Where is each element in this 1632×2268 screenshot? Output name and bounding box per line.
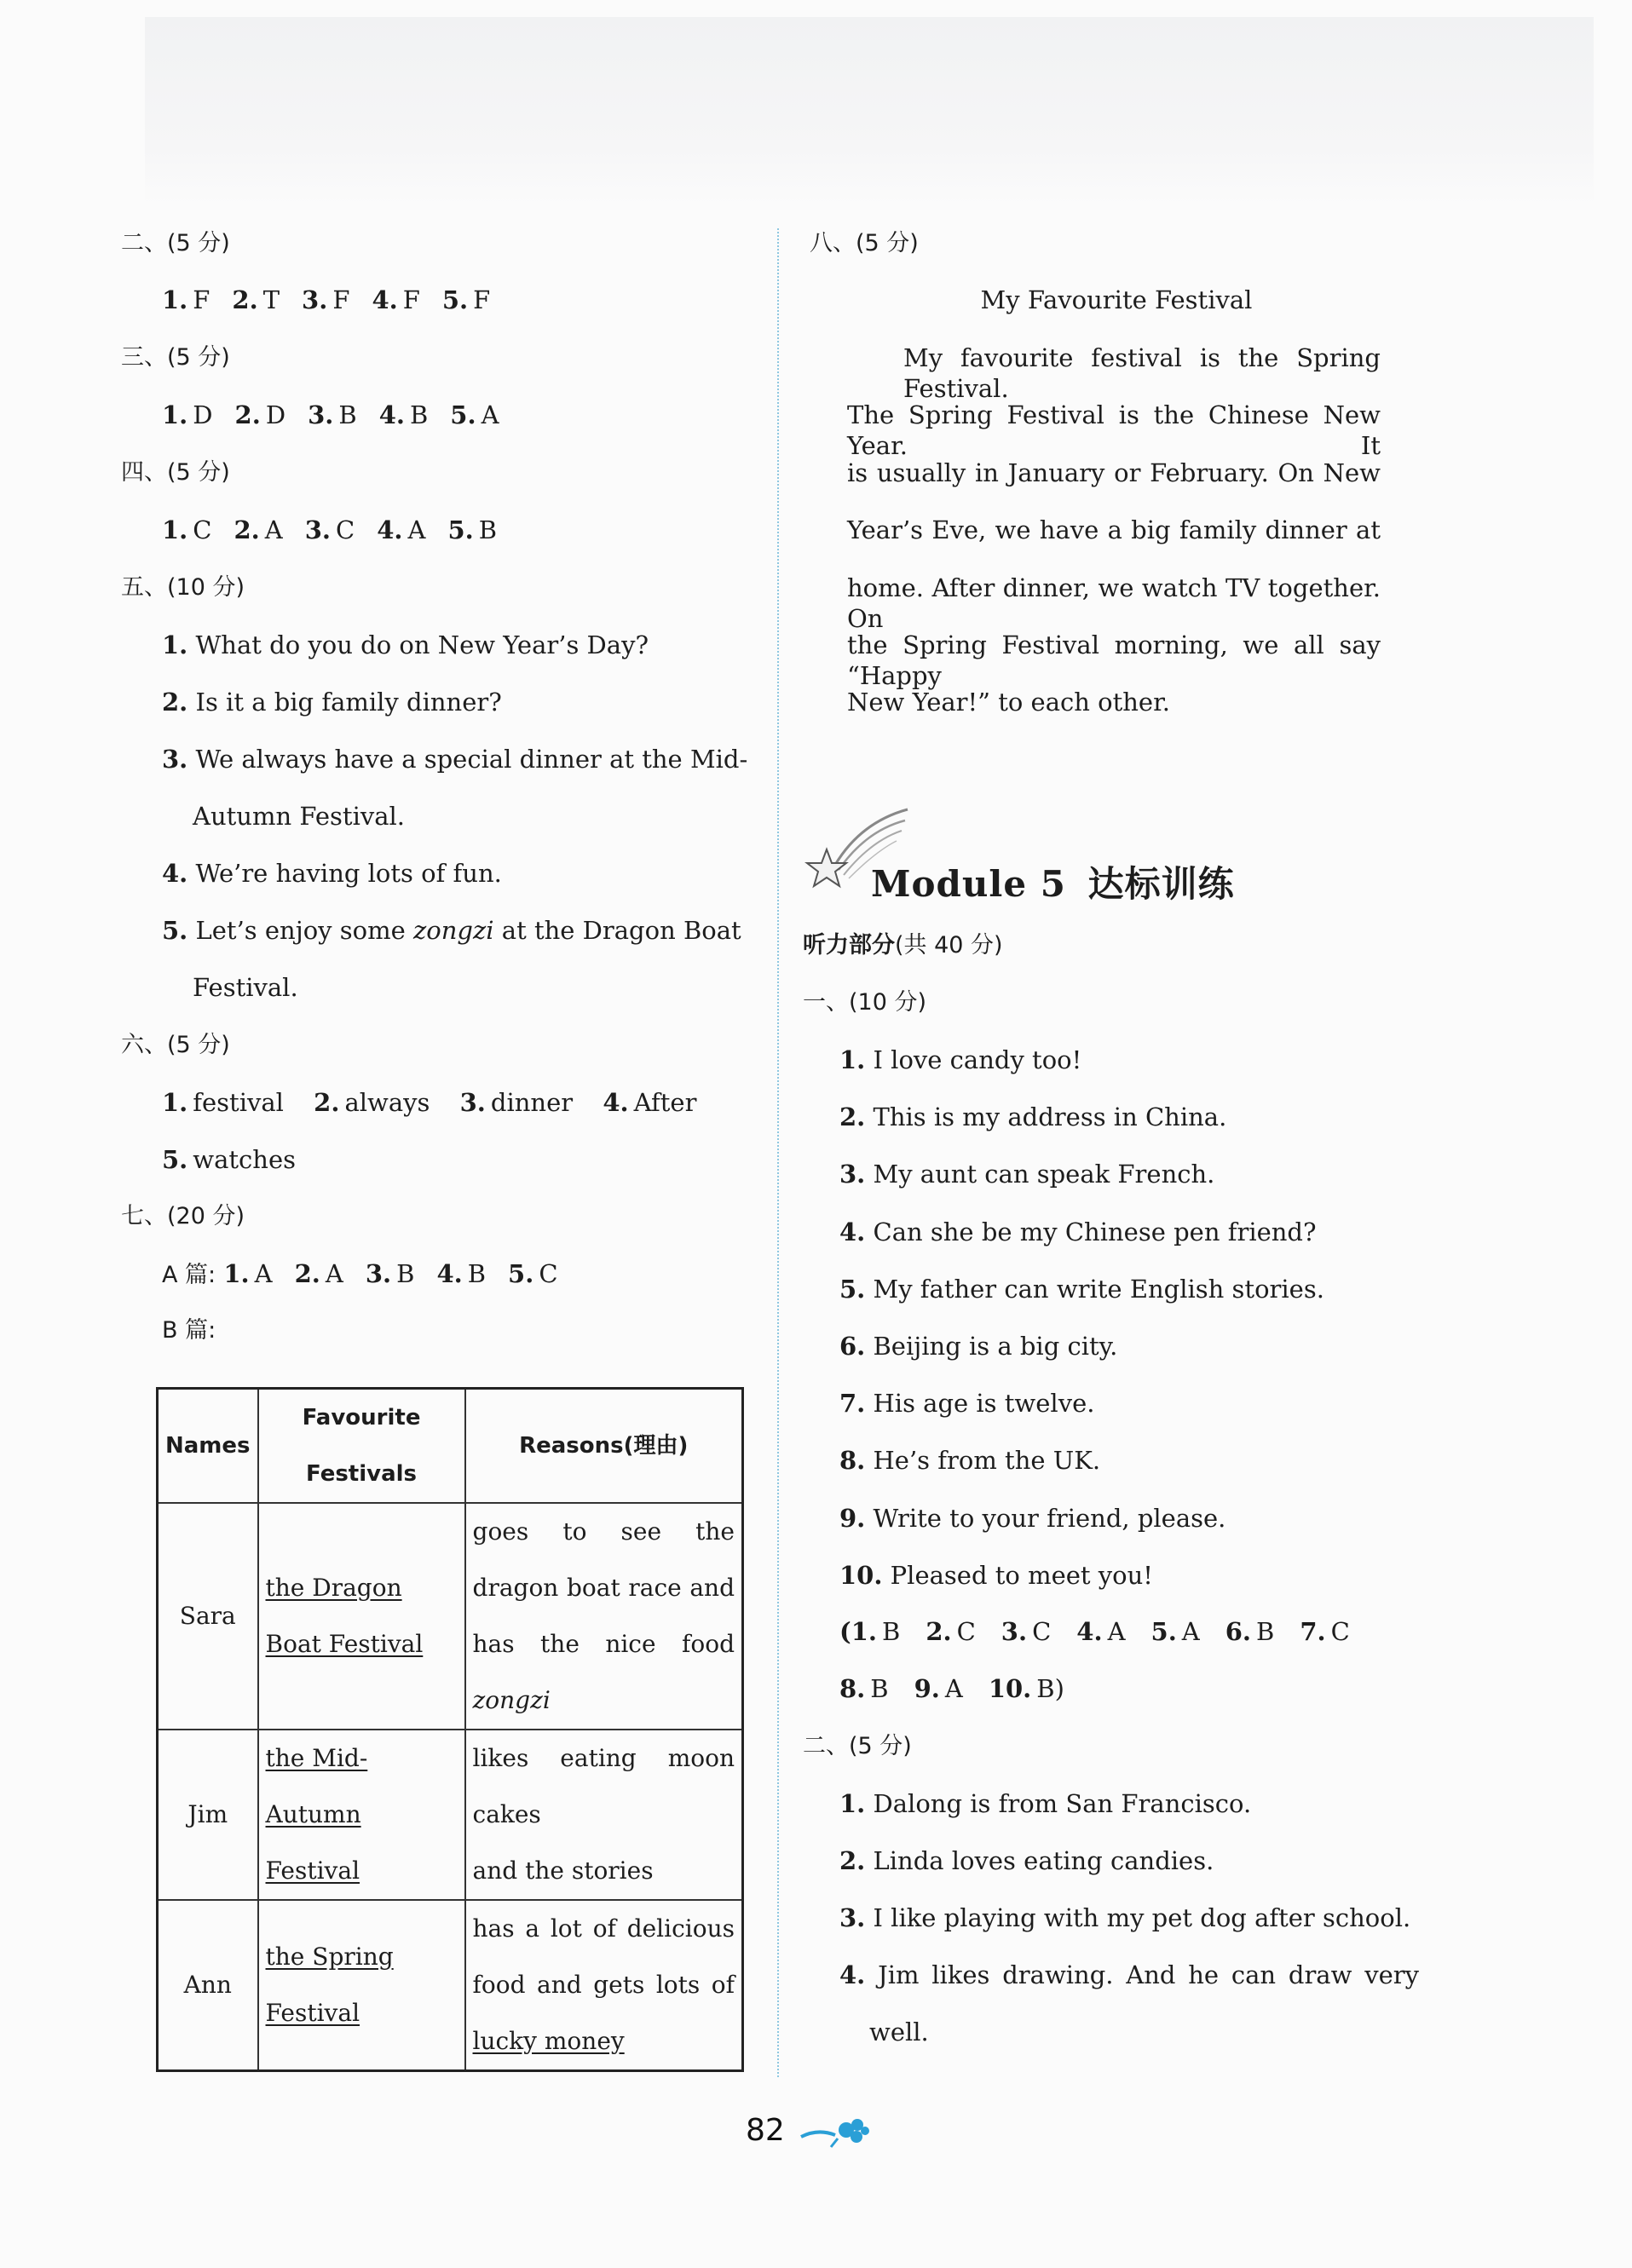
list-item-continuation: well. [869, 2018, 929, 2046]
answer: 3. F [302, 285, 350, 314]
table-header-row [158, 1389, 743, 1504]
festival-table [156, 1387, 744, 2072]
list-item-continuation: Autumn Festival. [193, 802, 406, 831]
list-item: 1. What do you do on New Year’s Day? [162, 630, 649, 659]
answer: 2. T [232, 285, 280, 314]
module-title: Module 5 达标训练 [871, 863, 1235, 905]
section-2-heading: 二、(5 分) [121, 230, 230, 256]
section-6-answers-line1: 1. festival 2. always 3. dinner 4. After [162, 1088, 697, 1117]
section-7-b-label: B 篇: [162, 1317, 216, 1344]
list-item: 1. I love candy too! [839, 1045, 1082, 1074]
cell-name: Sara [158, 1503, 258, 1730]
list-item: 8. He’s from the UK. [839, 1446, 1101, 1476]
answer: 1. C [162, 515, 212, 544]
essay-line: Year’s Eve, we have a big family dinner at [847, 515, 1381, 544]
list-item: 3. My aunt can speak French. [839, 1160, 1215, 1189]
column-header-names: Names [158, 1389, 258, 1504]
answer: 3. B [308, 400, 357, 429]
cell-reason: goes to see the dragon boat race and has the nice food zongzi [465, 1503, 743, 1730]
table-row [158, 1900, 743, 2071]
answer: 10. B) [988, 1674, 1064, 1703]
answer: 4. A [1076, 1617, 1126, 1646]
column-header-festivals: Favourite Festivals [258, 1389, 465, 1504]
section-7-heading: 七、(20 分) [121, 1203, 245, 1229]
list-item: 7. His age is twelve. [839, 1389, 1095, 1419]
list-item: 2. This is my address in China. [839, 1102, 1227, 1132]
list-item: 6. Beijing is a big city. [839, 1332, 1118, 1361]
answer: 6. B [1225, 1617, 1275, 1646]
list-item: 2. Linda loves eating candies. [839, 1846, 1214, 1875]
answer: 5. F [441, 285, 491, 314]
list-item: 5. Let’s enjoy some zongzi at the Dragon Boat [162, 916, 741, 945]
section-4-heading: 四、(5 分) [121, 459, 230, 486]
section-5-heading: 五、(10 分) [121, 574, 245, 601]
section-8-heading: 八、(5 分) [810, 230, 919, 256]
list-item: 4. We’re having lots of fun. [162, 859, 502, 888]
answer: 4. B [436, 1259, 487, 1288]
answer: 4. B [378, 400, 429, 429]
answer: 2. C [926, 1617, 976, 1646]
list-item: 1. Dalong is from San Francisco. [839, 1789, 1252, 1818]
answer: 1. F [162, 285, 210, 314]
answer: 4. A [377, 515, 426, 544]
answer: 2. A [294, 1259, 343, 1288]
listening-1-heading: 一、(10 分) [803, 989, 927, 1016]
list-item: 4. Jim likes drawing. And he can draw very [839, 1960, 1420, 1989]
answer: 3. C [1001, 1617, 1052, 1646]
answer: (1. B [839, 1617, 901, 1646]
listening-1-key-line2 [839, 1673, 1090, 1704]
cell-reason: likes eating moon cakes and the stories [465, 1730, 743, 1900]
answer: 8. B [839, 1674, 889, 1703]
section-7-a-answers: A 篇: 1. A 2. A 3. B 4. B 5. C [162, 1259, 558, 1288]
cell-festival: the Spring Festival [258, 1900, 465, 2071]
list-item: 5. My father can write English stories. [839, 1274, 1324, 1304]
cell-name: Ann [158, 1900, 258, 2071]
list-item: 2. Is it a big family dinner? [162, 688, 502, 717]
answer: 5. A [450, 400, 499, 429]
answer: 5. A [1150, 1617, 1200, 1646]
section-3-answers [162, 400, 522, 430]
essay-line: New Year!” to each other. [847, 688, 1170, 717]
answer: 1. A [223, 1259, 273, 1288]
flower-ornament-icon [797, 2113, 874, 2151]
listening-2-heading: 二、(5 分) [803, 1733, 912, 1759]
list-item: 3. I like playing with my pet dog after school. [839, 1903, 1411, 1932]
answer: 3. C [304, 515, 355, 544]
answer: 2. D [234, 400, 286, 429]
answer: 7. C [1300, 1617, 1350, 1646]
answer: 5. B [447, 515, 498, 544]
listening-part-label: 听力部分(共 40 分) [803, 932, 1003, 958]
cell-festival: the Dragon Boat Festival [258, 1503, 465, 1730]
cell-reason: has a lot of delicious food and gets lots of lucky money [465, 1900, 743, 2071]
essay-line: home. After dinner, we watch TV together. On [847, 573, 1381, 633]
section-3-heading: 三、(5 分) [121, 344, 230, 371]
page-number: 82 [746, 2113, 785, 2148]
cell-name: Jim [158, 1730, 258, 1900]
answer: 4. F [372, 285, 420, 314]
cell-festival: the Mid-Autumn Festival [258, 1730, 465, 1900]
list-item: 10. Pleased to meet you! [839, 1560, 1153, 1590]
table-row [158, 1503, 743, 1730]
section-6-heading: 六、(5 分) [121, 1032, 230, 1058]
essay-line: is usually in January or February. On New [847, 458, 1381, 487]
list-item: 9. Write to your friend, please. [839, 1503, 1226, 1533]
list-item: 4. Can she be my Chinese pen friend? [839, 1217, 1317, 1246]
column-header-reasons: Reasons(理由) [465, 1389, 743, 1504]
section-6-answers-line2: 5. watches [162, 1145, 297, 1174]
answer: 3. B [365, 1259, 415, 1288]
answer: 1. D [162, 400, 213, 429]
essay-line: My favourite festival is the Spring Festival. [903, 343, 1381, 403]
answer: 9. A [914, 1674, 963, 1703]
essay-line: The Spring Festival is the Chinese New Year. It [847, 400, 1381, 460]
essay-line: the Spring Festival morning, we all say “Happy [847, 630, 1381, 690]
answer: 2. A [234, 515, 283, 544]
table-row [158, 1730, 743, 1900]
section-2-answers [162, 285, 512, 315]
section-4-answers [162, 515, 519, 545]
column-divider [777, 228, 779, 2077]
list-item-continuation: Festival. [193, 973, 298, 1002]
essay-title: My Favourite Festival [980, 285, 1253, 314]
list-item: 3. We always have a special dinner at the Mid- [162, 745, 748, 774]
answer: 5. C [508, 1259, 558, 1288]
listening-1-key-line1 [839, 1616, 1375, 1647]
scan-shadow [145, 17, 1594, 204]
